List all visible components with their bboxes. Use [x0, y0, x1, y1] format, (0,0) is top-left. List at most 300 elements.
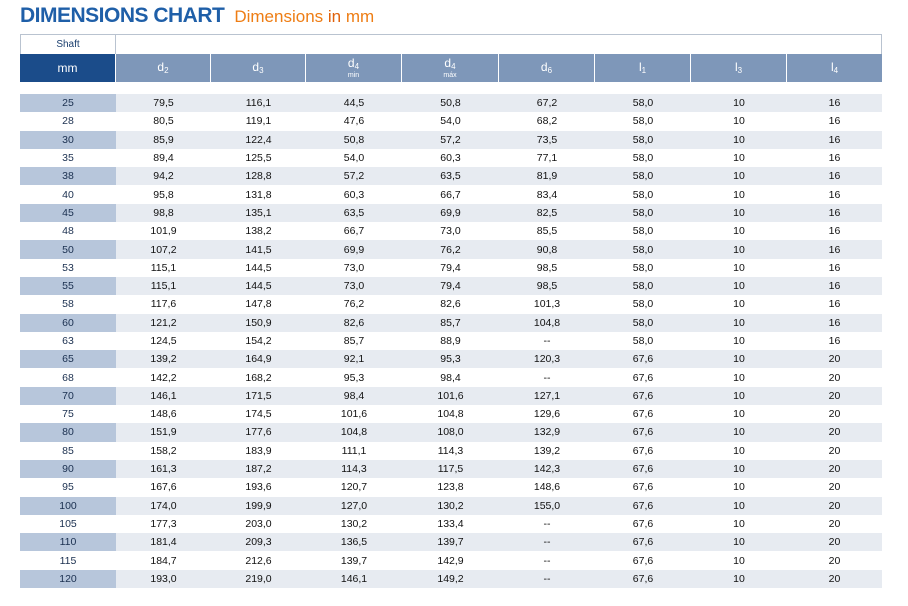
table-cell: 177,3	[116, 515, 211, 533]
shaft-size-cell: 120	[20, 570, 116, 588]
table-cell: 67,6	[595, 368, 691, 386]
table-cell: 121,2	[116, 314, 211, 332]
table-cell: 16	[787, 332, 882, 350]
table-cell: 177,6	[211, 423, 306, 441]
column-header-7	[691, 54, 787, 82]
table-cell: 184,7	[116, 551, 211, 569]
table-cell: 171,5	[211, 387, 306, 405]
table-cell: 115,1	[116, 259, 211, 277]
table-cell: 146,1	[116, 387, 211, 405]
table-cell: 16	[787, 185, 882, 203]
column-header-subscript: 4	[451, 62, 456, 71]
table-row	[20, 240, 882, 258]
table-cell: 58,0	[595, 167, 691, 185]
table-cell: 116,1	[211, 94, 306, 112]
table-cell: 123,8	[402, 478, 499, 496]
table-cell: 142,2	[116, 368, 211, 386]
shaft-size-cell: 45	[20, 204, 116, 222]
table-row	[20, 350, 882, 368]
table-cell: 10	[691, 387, 787, 405]
table-cell: 20	[787, 551, 882, 569]
table-cell: 67,6	[595, 460, 691, 478]
table-cell: 58,0	[595, 259, 691, 277]
table-cell: 76,2	[402, 240, 499, 258]
column-header-5	[499, 54, 595, 82]
table-cell: 82,6	[306, 314, 402, 332]
table-cell: 95,8	[116, 185, 211, 203]
column-header-symbol-base: d	[252, 60, 260, 74]
table-cell: 67,6	[595, 442, 691, 460]
table-cell: 63,5	[402, 167, 499, 185]
table-row	[20, 442, 882, 460]
table-cell: --	[499, 570, 595, 588]
table-cell: 67,6	[595, 515, 691, 533]
table-cell: 10	[691, 259, 787, 277]
table-cell: 67,6	[595, 478, 691, 496]
table-cell: 20	[787, 460, 882, 478]
shaft-size-cell: 48	[20, 222, 116, 240]
table-cell: 98,5	[499, 277, 595, 295]
column-header-symbol	[58, 62, 78, 74]
shaft-size-cell: 90	[20, 460, 116, 478]
table-cell: 67,6	[595, 497, 691, 515]
table-cell: 10	[691, 570, 787, 588]
page-subtitle	[234, 7, 374, 26]
column-header-subscript: 2	[164, 66, 169, 75]
table-cell: 10	[691, 167, 787, 185]
table-row	[20, 387, 882, 405]
table-cell: 101,9	[116, 222, 211, 240]
table-cell: 73,0	[306, 259, 402, 277]
table-cell: 104,8	[306, 423, 402, 441]
table-cell: 168,2	[211, 368, 306, 386]
table-cell: 67,6	[595, 551, 691, 569]
table-cell: 94,2	[116, 167, 211, 185]
column-header-symbol-base: d	[444, 56, 452, 70]
table-cell: 10	[691, 131, 787, 149]
table-cell: 58,0	[595, 204, 691, 222]
table-cell: 16	[787, 131, 882, 149]
table-cell: 67,2	[499, 94, 595, 112]
table-cell: 114,3	[306, 460, 402, 478]
table-cell: 139,2	[499, 442, 595, 460]
shaft-size-cell: 110	[20, 533, 116, 551]
table-cell: 128,8	[211, 167, 306, 185]
table-cell: 73,0	[402, 222, 499, 240]
table-cell: 144,5	[211, 259, 306, 277]
table-cell: 183,9	[211, 442, 306, 460]
table-cell: 10	[691, 149, 787, 167]
table-cell: 16	[787, 167, 882, 185]
table-cell: 148,6	[116, 405, 211, 423]
table-cell: 181,4	[116, 533, 211, 551]
table-row	[20, 259, 882, 277]
table-body	[20, 94, 882, 588]
table-cell: 16	[787, 314, 882, 332]
shaft-size-cell: 63	[20, 332, 116, 350]
table-cell: 133,4	[402, 515, 499, 533]
table-cell: --	[499, 551, 595, 569]
table-cell: 79,4	[402, 259, 499, 277]
table-cell: 10	[691, 515, 787, 533]
table-cell: 219,0	[211, 570, 306, 588]
shaft-header-row	[20, 34, 882, 54]
table-cell: --	[499, 533, 595, 551]
table-cell: 98,4	[306, 387, 402, 405]
shaft-size-cell: 60	[20, 314, 116, 332]
column-header-row	[20, 54, 882, 82]
table-cell: 16	[787, 112, 882, 130]
table-cell: 76,2	[306, 295, 402, 313]
table-cell: 10	[691, 533, 787, 551]
table-cell: 16	[787, 277, 882, 295]
table-cell: 10	[691, 277, 787, 295]
table-row	[20, 405, 882, 423]
table-cell: 148,6	[499, 478, 595, 496]
table-cell: 101,6	[402, 387, 499, 405]
column-header-symbol	[639, 61, 646, 75]
table-cell: 81,9	[499, 167, 595, 185]
table-cell: 10	[691, 368, 787, 386]
table-cell: 10	[691, 94, 787, 112]
table-cell: 80,5	[116, 112, 211, 130]
table-row	[20, 167, 882, 185]
table-cell: 199,9	[211, 497, 306, 515]
table-cell: 67,6	[595, 423, 691, 441]
table-cell: 67,6	[595, 533, 691, 551]
table-cell: 20	[787, 497, 882, 515]
table-cell: 20	[787, 442, 882, 460]
table-cell: 154,2	[211, 332, 306, 350]
table-row	[20, 94, 882, 112]
table-row	[20, 277, 882, 295]
shaft-size-cell: 95	[20, 478, 116, 496]
table-row	[20, 570, 882, 588]
table-cell: 83,4	[499, 185, 595, 203]
table-cell: 50,8	[402, 94, 499, 112]
table-cell: 164,9	[211, 350, 306, 368]
table-row	[20, 112, 882, 130]
table-cell: 150,9	[211, 314, 306, 332]
table-cell: 10	[691, 551, 787, 569]
table-cell: 57,2	[306, 167, 402, 185]
column-header-symbol	[541, 61, 552, 75]
table-cell: 88,9	[402, 332, 499, 350]
table-cell: 58,0	[595, 295, 691, 313]
table-cell: 67,6	[595, 405, 691, 423]
table-cell: 10	[691, 497, 787, 515]
column-header-6	[595, 54, 691, 82]
column-header-symbol-base: d	[540, 60, 548, 74]
table-cell: 122,4	[211, 131, 306, 149]
table-row	[20, 551, 882, 569]
column-header-0	[20, 54, 116, 82]
table-cell: 10	[691, 204, 787, 222]
table-row	[20, 460, 882, 478]
table-cell: 20	[787, 350, 882, 368]
table-cell: 130,2	[306, 515, 402, 533]
table-cell: 66,7	[402, 185, 499, 203]
table-cell: 193,6	[211, 478, 306, 496]
table-row	[20, 515, 882, 533]
table-cell: 66,7	[306, 222, 402, 240]
table-cell: 67,6	[595, 387, 691, 405]
column-header-symbol	[735, 61, 742, 75]
shaft-size-cell: 25	[20, 94, 116, 112]
table-cell: 114,3	[402, 442, 499, 460]
table-cell: 10	[691, 222, 787, 240]
table-cell: 193,0	[116, 570, 211, 588]
table-cell: 139,7	[402, 533, 499, 551]
table-cell: 120,7	[306, 478, 402, 496]
table-cell: 124,5	[116, 332, 211, 350]
table-cell: 101,3	[499, 295, 595, 313]
table-row	[20, 149, 882, 167]
table-row	[20, 478, 882, 496]
table-cell: 10	[691, 460, 787, 478]
table-cell: 82,5	[499, 204, 595, 222]
table-cell: --	[499, 332, 595, 350]
table-cell: 155,0	[499, 497, 595, 515]
table-cell: 107,2	[116, 240, 211, 258]
table-cell: 16	[787, 94, 882, 112]
table-cell: 108,0	[402, 423, 499, 441]
table-cell: 54,0	[402, 112, 499, 130]
table-cell: 111,1	[306, 442, 402, 460]
column-header-subscript: 6	[547, 66, 553, 75]
table-cell: 20	[787, 387, 882, 405]
table-cell: 92,1	[306, 350, 402, 368]
shaft-size-cell: 30	[20, 131, 116, 149]
column-header-subscript: 3	[737, 66, 743, 75]
table-cell: 212,6	[211, 551, 306, 569]
table-cell: 79,4	[402, 277, 499, 295]
table-cell: 139,2	[116, 350, 211, 368]
table-cell: 73,0	[306, 277, 402, 295]
column-header-8	[787, 54, 882, 82]
table-cell: 98,5	[499, 259, 595, 277]
shaft-header-spacer	[116, 34, 882, 54]
table-cell: 98,4	[402, 368, 499, 386]
table-cell: 209,3	[211, 533, 306, 551]
shaft-size-cell: 55	[20, 277, 116, 295]
column-header-note: máx	[443, 72, 457, 79]
table-cell: 82,6	[402, 295, 499, 313]
table-cell: 20	[787, 570, 882, 588]
column-header-symbol-base: mm	[57, 61, 78, 75]
table-cell: 85,9	[116, 131, 211, 149]
column-header-subscript: 4	[833, 66, 839, 75]
column-header-subscript: 3	[259, 66, 264, 75]
table-cell: 67,6	[595, 350, 691, 368]
table-cell: 98,8	[116, 204, 211, 222]
table-cell: 68,2	[499, 112, 595, 130]
table-cell: 58,0	[595, 314, 691, 332]
table-cell: 104,8	[402, 405, 499, 423]
table-cell: 136,5	[306, 533, 402, 551]
table-cell: 138,2	[211, 222, 306, 240]
table-cell: 57,2	[402, 131, 499, 149]
chart-title-bar	[20, 4, 374, 30]
column-header-symbol	[831, 61, 838, 75]
shaft-size-cell: 40	[20, 185, 116, 203]
column-header-symbol-base: l	[638, 60, 642, 74]
shaft-size-cell: 50	[20, 240, 116, 258]
shaft-size-cell: 68	[20, 368, 116, 386]
table-cell: 135,1	[211, 204, 306, 222]
table-cell: 77,1	[499, 149, 595, 167]
table-cell: 58,0	[595, 149, 691, 167]
column-header-4	[402, 54, 499, 82]
shaft-size-cell: 65	[20, 350, 116, 368]
table-cell: 147,8	[211, 295, 306, 313]
table-cell: 161,3	[116, 460, 211, 478]
shaft-size-cell: 35	[20, 149, 116, 167]
column-header-subscript: 4	[354, 62, 360, 71]
column-header-symbol	[157, 61, 168, 75]
table-row	[20, 131, 882, 149]
table-cell: 79,5	[116, 94, 211, 112]
table-cell: 20	[787, 423, 882, 441]
table-cell: 10	[691, 350, 787, 368]
table-cell: 139,7	[306, 551, 402, 569]
table-cell: 20	[787, 533, 882, 551]
table-cell: 50,8	[306, 131, 402, 149]
table-cell: 10	[691, 314, 787, 332]
table-cell: 44,5	[306, 94, 402, 112]
table-cell: 20	[787, 478, 882, 496]
table-cell: 60,3	[306, 185, 402, 203]
table-cell: 67,6	[595, 570, 691, 588]
table-cell: 151,9	[116, 423, 211, 441]
table-cell: 20	[787, 515, 882, 533]
shaft-size-cell: 38	[20, 167, 116, 185]
table-cell: 117,5	[402, 460, 499, 478]
table-cell: --	[499, 368, 595, 386]
column-header-symbol	[348, 57, 359, 71]
shaft-size-cell: 53	[20, 259, 116, 277]
table-row	[20, 497, 882, 515]
table-cell: 95,3	[306, 368, 402, 386]
table-cell: 10	[691, 332, 787, 350]
table-cell: 125,5	[211, 149, 306, 167]
table-cell: 16	[787, 149, 882, 167]
shaft-size-cell: 115	[20, 551, 116, 569]
table-row	[20, 368, 882, 386]
column-header-symbol-base: l	[830, 60, 834, 74]
table-cell: 20	[787, 368, 882, 386]
table-cell: 130,2	[402, 497, 499, 515]
dimensions-table	[20, 34, 882, 588]
table-cell: 16	[787, 295, 882, 313]
table-cell: 73,5	[499, 131, 595, 149]
table-cell: 16	[787, 240, 882, 258]
column-header-symbol-base: d	[347, 56, 355, 70]
table-cell: 16	[787, 222, 882, 240]
table-row	[20, 423, 882, 441]
table-cell: 187,2	[211, 460, 306, 478]
table-cell: 10	[691, 295, 787, 313]
table-cell: 174,0	[116, 497, 211, 515]
subtitle-suffix: mm	[341, 7, 375, 26]
table-cell: 142,9	[402, 551, 499, 569]
table-cell: 127,1	[499, 387, 595, 405]
shaft-size-cell: 28	[20, 112, 116, 130]
table-cell: 47,6	[306, 112, 402, 130]
table-cell: 85,7	[402, 314, 499, 332]
column-header-symbol	[444, 57, 455, 71]
table-row	[20, 185, 882, 203]
table-cell: 58,0	[595, 277, 691, 295]
column-header-note: min	[347, 72, 360, 79]
table-cell: 85,5	[499, 222, 595, 240]
shaft-label: Shaft	[20, 34, 116, 54]
shaft-size-cell: 58	[20, 295, 116, 313]
table-cell: 158,2	[116, 442, 211, 460]
table-cell: 104,8	[499, 314, 595, 332]
column-header-symbol	[252, 61, 263, 75]
table-cell: 58,0	[595, 112, 691, 130]
table-cell: 146,1	[306, 570, 402, 588]
table-cell: 167,6	[116, 478, 211, 496]
table-cell: 90,8	[499, 240, 595, 258]
table-row	[20, 332, 882, 350]
column-header-1	[116, 54, 211, 82]
table-cell: 58,0	[595, 222, 691, 240]
table-cell: 10	[691, 112, 787, 130]
table-cell: 120,3	[499, 350, 595, 368]
table-row	[20, 295, 882, 313]
table-cell: 58,0	[595, 185, 691, 203]
table-cell: 85,7	[306, 332, 402, 350]
table-cell: 10	[691, 405, 787, 423]
shaft-size-cell: 105	[20, 515, 116, 533]
shaft-size-cell: 100	[20, 497, 116, 515]
table-cell: 69,9	[306, 240, 402, 258]
table-cell: 129,6	[499, 405, 595, 423]
shaft-size-cell: 80	[20, 423, 116, 441]
table-cell: 58,0	[595, 131, 691, 149]
table-cell: 10	[691, 442, 787, 460]
table-cell: 20	[787, 405, 882, 423]
table-cell: 10	[691, 423, 787, 441]
table-cell: 203,0	[211, 515, 306, 533]
table-cell: 10	[691, 240, 787, 258]
table-cell: 10	[691, 478, 787, 496]
table-cell: 115,1	[116, 277, 211, 295]
table-cell: --	[499, 515, 595, 533]
page-title: DIMENSIONS CHART	[20, 4, 225, 27]
shaft-size-cell: 75	[20, 405, 116, 423]
column-header-subscript: 1	[641, 66, 647, 75]
table-cell: 142,3	[499, 460, 595, 478]
table-cell: 89,4	[116, 149, 211, 167]
table-cell: 63,5	[306, 204, 402, 222]
table-cell: 149,2	[402, 570, 499, 588]
header-gap	[20, 82, 882, 94]
table-cell: 58,0	[595, 94, 691, 112]
table-cell: 54,0	[306, 149, 402, 167]
table-cell: 16	[787, 204, 882, 222]
table-row	[20, 533, 882, 551]
table-cell: 58,0	[595, 240, 691, 258]
table-cell: 95,3	[402, 350, 499, 368]
column-header-2	[211, 54, 306, 82]
table-cell: 127,0	[306, 497, 402, 515]
table-cell: 16	[787, 259, 882, 277]
table-row	[20, 222, 882, 240]
column-header-symbol-base: d	[157, 60, 165, 74]
